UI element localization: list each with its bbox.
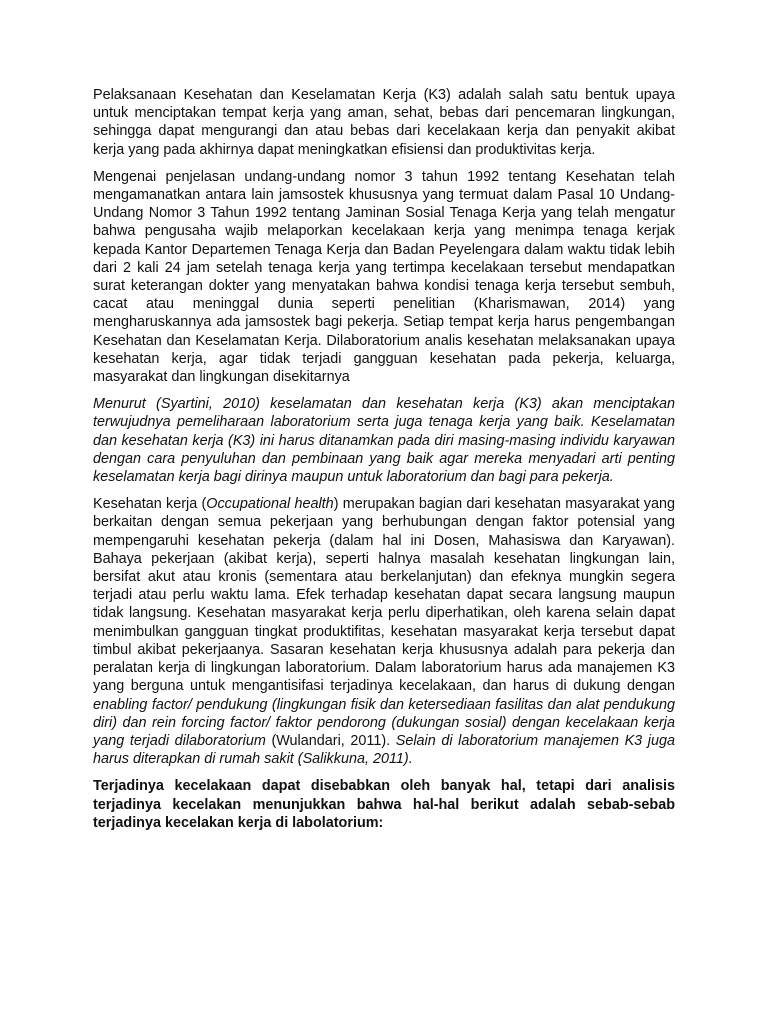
italic-run: Selain di laboratorium manajemen K3 juga harus diterapkan di rumah sakit (Salikkuna, 2011). (93, 732, 676, 768)
document-page (93, 86, 675, 841)
text-run: Kesehatan kerja ( (93, 496, 207, 513)
italic-run: enabling factor/ pendukung (lingkungan fisik dan ketersediaan fasilitas dan alat pendukung diri) dan rein forcing factor/ faktor pendorong (dukungan sosial) dengan kecelakaan kerja yang terjadi dilaboratorium (93, 696, 675, 749)
text-run: ) merupakan bagian dari kesehatan masyarakat yang berkaitan dengan semua pekerjaan yang berhubungan dengan faktor potensial yang mempengaruhi kesehatan pekerja (dalam hal ini Dosen, Mahasiswa dan Karyawan). Bahaya pekerjaan (akibat kerja), seperti halnya masalah kesehatan lingkungan lain, bersifat akut atau kronis (sementara atau berkelanjutan) dan efeknya mungkin segera terjadi atau perlu waktu lama. Efek terhadap kesehatan dapat secara langsung maupun tidak langsung. Kesehatan masyarakat kerja perlu diperhatikan, oleh karena selain dapat menimbulkan gangguan tingkat produktifitas, kesehatan masyarakat kerja tersebut dapat timbul akibat pekerjaanya. Sasaran kesehatan kerja khususnya adalah para pekerja dan peralatan kerja di lingkungan laboratorium. Dalam laboratorium harus ada manajemen K3 yang berguna untuk mengantisifasi terjadinya kecelakaan, dan harus di dukung dengan (93, 496, 675, 695)
paragraph-k3-intro: Pelaksanaan Kesehatan dan Keselamatan Kerja (K3) adalah salah satu bentuk upaya untuk menciptakan tempat kerja yang aman, sehat, bebas dari pencemaran lingkungan, sehingga dapat mengurangi dan atau bebas dari kecelakaan kerja dan penyakit akibat kerja yang pada akhirnya dapat meningkatkan efisiensi dan produktivitas kerja. (93, 87, 675, 158)
paragraph-undang-undang: Mengenai penjelasan undang-undang nomor 3 tahun 1992 tentang Kesehatan telah mengamanatkan antara lain jamsostek khususnya yang termuat dalam Pasal 10 Undang-Undang Nomor 3 Tahun 1992 tentang Jaminan Sosial Tenaga Kerja yang telah mengatur bahwa pengusaha wajib melaporkan kecelakaan kerja yang menimpa tenaga kerjak kepada Kantor Departemen Tenaga Kerja dan Badan Peyelengara dalam waktu tidak lebih dari 2 kali 24 jam setelah tenaga kerja yang tertimpa kecelakaan tersebut mendapatkan surat keterangan dokter yang menyatakan bahwa kondisi tenaga kerja tersebut sembuh, cacat atau meninggal dunia seperti penelitian (Kharismawan, 2014) yang mengharuskannya ada jamsostek bagi pekerja. Setiap tempat kerja harus pengembangan Kesehatan dan Keselamatan Kerja. Dilaboratorium analis kesehatan melaksanakan upaya kesehatan kerja, agar tidak terjadi gangguan kesehatan pada pekerja, keluarga, masyarakat dan lingkungan disekitarnya (93, 168, 675, 386)
paragraph-syartini-quote: Menurut (Syartini, 2010) keselamatan dan kesehatan kerja (K3) akan menciptakan terwujudnya pemeliharaan laboratorium serta juga tenaga kerja yang baik. Keselamatan dan kesehatan kerja (K3) ini harus ditanamkan pada diri masing-masing individu karyawan dengan cara penyuluhan dan pembinaan yang baik agar mereka menyadari arti penting keselamatan kerja bagi dirinya maupun untuk laboratorium dan bagi para pekerja. (93, 396, 675, 486)
paragraph-kesehatan-kerja (93, 495, 675, 768)
italic-run: Occupational health (206, 496, 334, 513)
text-run: (Wulandari, 2011). (265, 732, 396, 749)
paragraph-bold-causes: Terjadinya kecelakaan dapat disebabkan oleh banyak hal, tetapi dari analisis terjadinya kecelakan menunjukkan bahwa hal-hal berikut adalah sebab-sebab terjadinya kecelakan kerja di labolatorium: (93, 778, 675, 831)
